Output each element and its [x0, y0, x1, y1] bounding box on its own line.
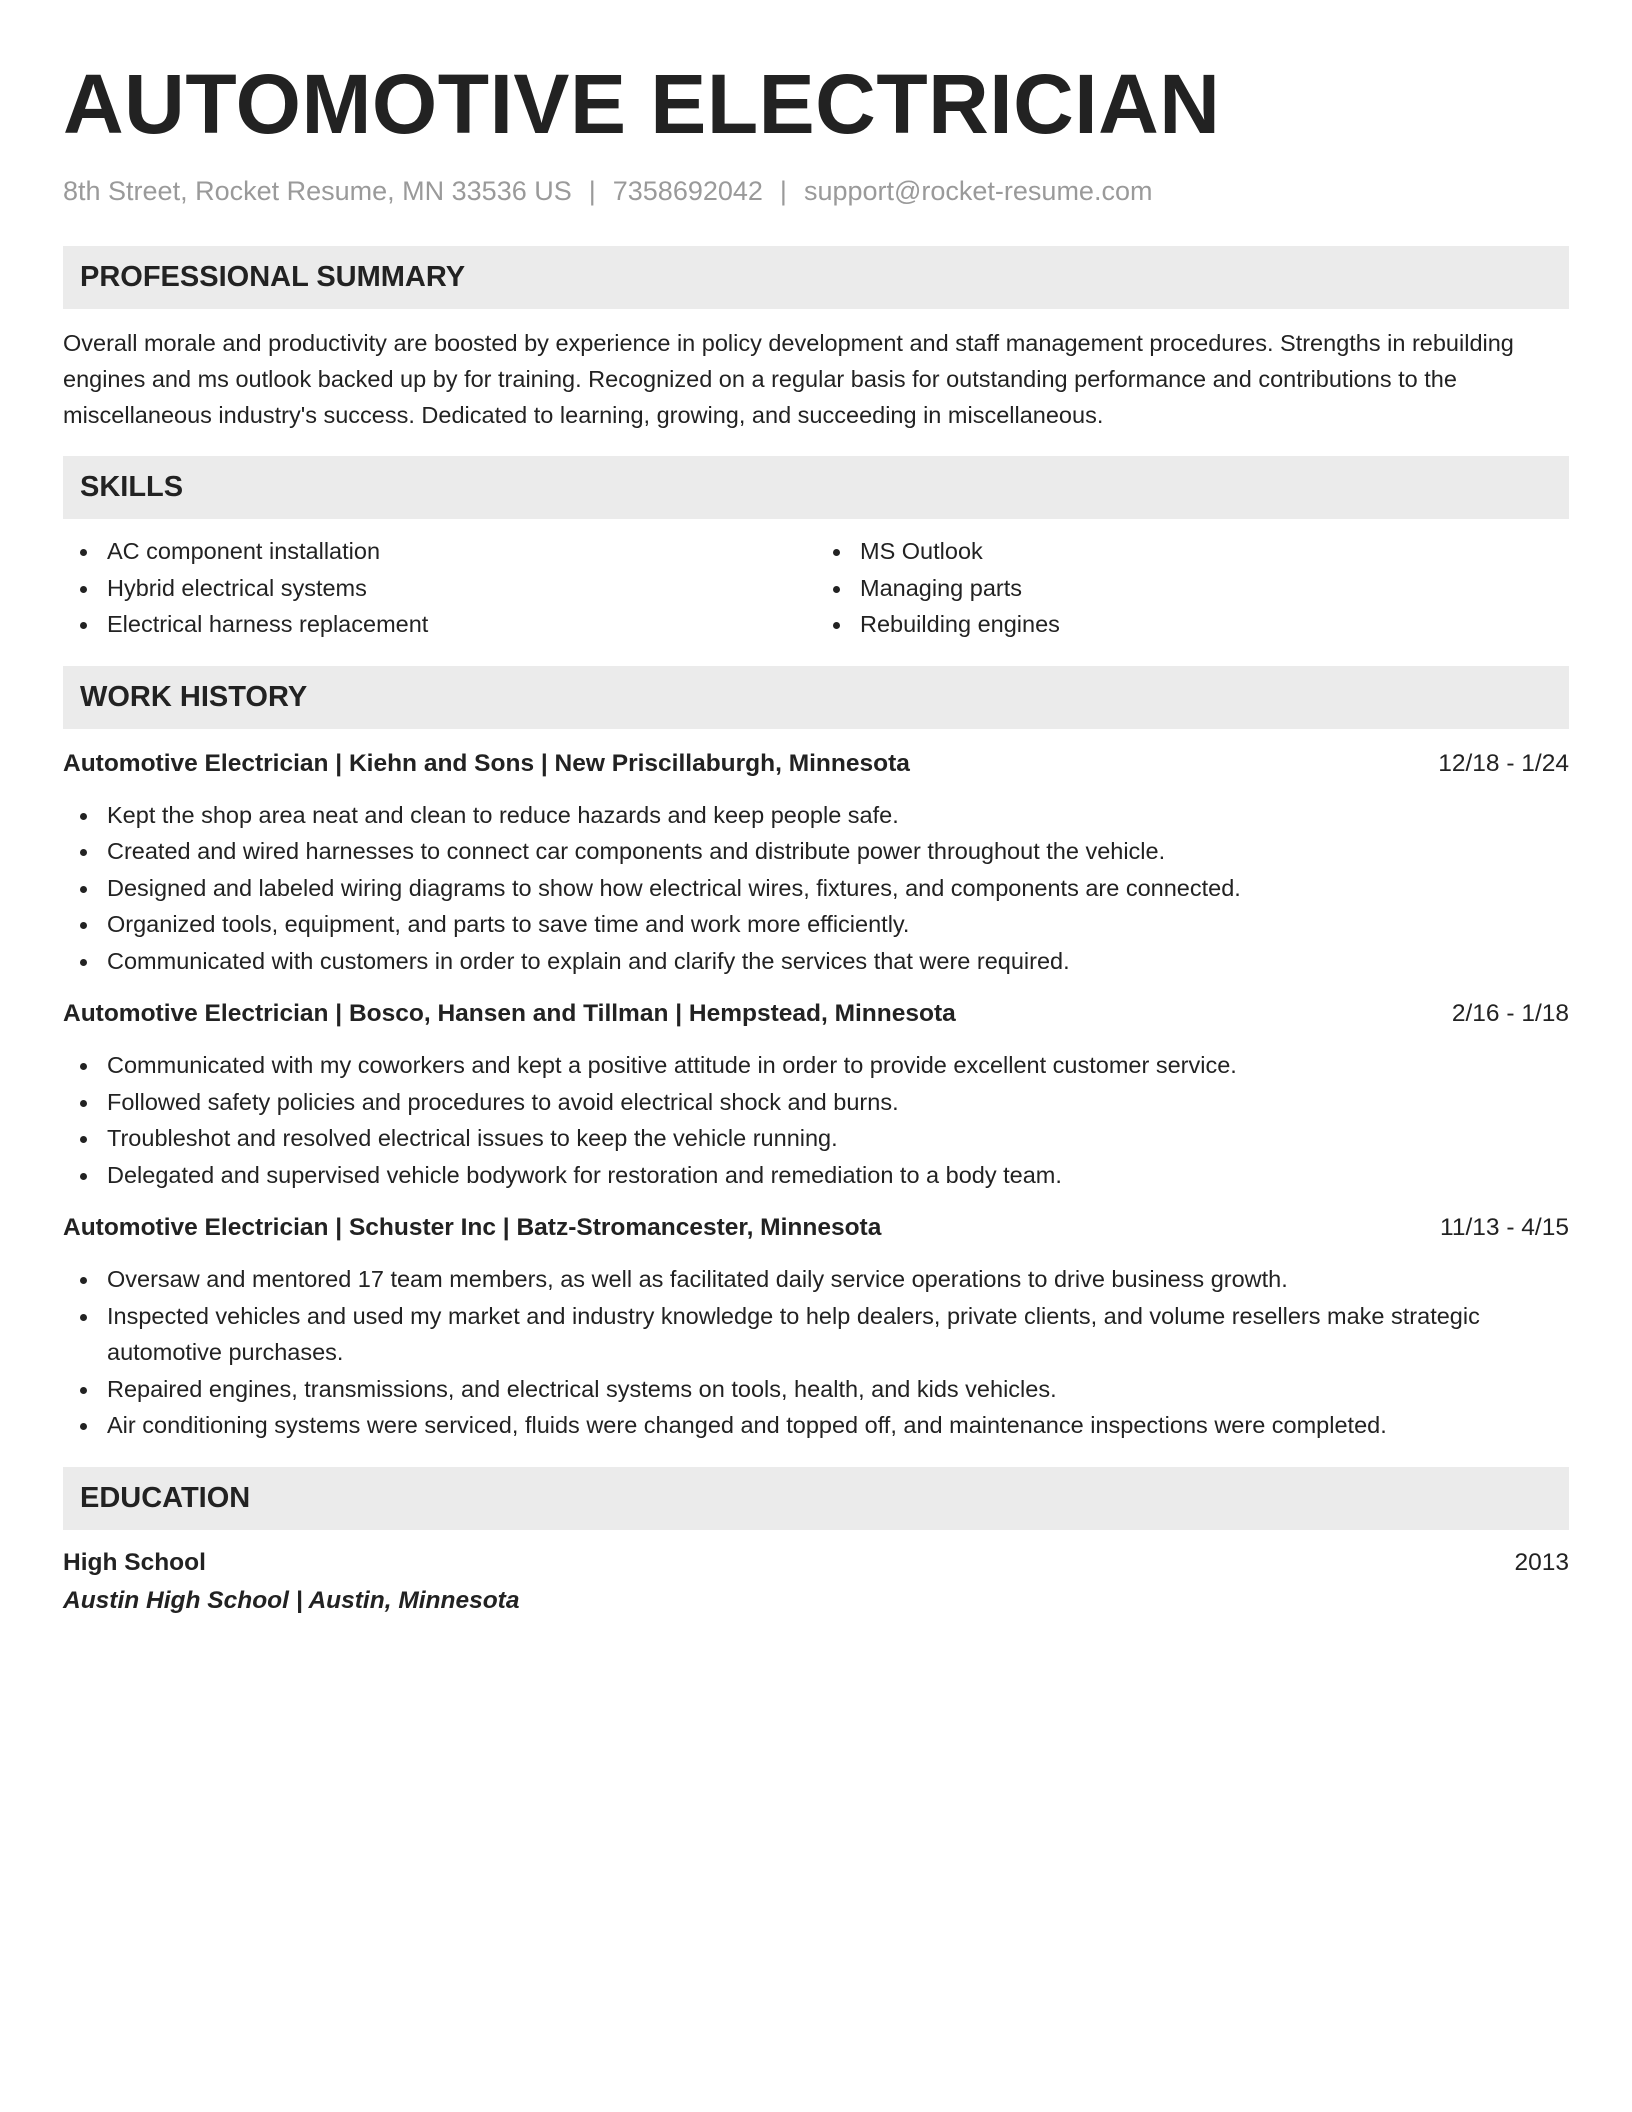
job-bullet: Organized tools, equipment, and parts to save time and work more efficiently. [63, 906, 1569, 943]
education-school: Austin High School | Austin, Minnesota [63, 1586, 520, 1614]
summary-heading: PROFESSIONAL SUMMARY [63, 246, 1569, 309]
job-bullet: Kept the shop area neat and clean to reduce hazards and keep people safe. [63, 797, 1569, 834]
job-entry [63, 997, 1569, 1193]
job-bullet: Designed and labeled wiring diagrams to show how electrical wires, fixtures, and components are connected. [63, 870, 1569, 907]
education-year: 2013 [1514, 1548, 1569, 1576]
skill-item: Managing parts [816, 570, 1569, 607]
skill-item: Hybrid electrical systems [63, 570, 816, 607]
job-entry [63, 747, 1569, 980]
skills-column-right [816, 533, 1569, 643]
skills-column-left [63, 533, 816, 643]
job-bullet: Communicated with customers in order to explain and clarify the services that were required. [63, 943, 1569, 980]
contact-address: 8th Street, Rocket Resume, MN 33536 US [63, 176, 572, 206]
job-bullets [63, 1047, 1569, 1193]
skill-item: Rebuilding engines [816, 606, 1569, 643]
skill-item: MS Outlook [816, 533, 1569, 570]
contact-phone: 7358692042 [612, 176, 763, 206]
contact-email: support@rocket-resume.com [803, 176, 1153, 206]
job-title: Automotive Electrician | Kiehn and Sons | New Priscillaburgh, Minnesota [63, 749, 910, 777]
job-bullets [63, 1261, 1569, 1444]
skills-heading: SKILLS [63, 456, 1569, 519]
job-bullet: Delegated and supervised vehicle bodywork for restoration and remediation to a body team. [63, 1157, 1569, 1194]
job-bullet: Oversaw and mentored 17 team members, as well as facilitated daily service operations to drive business growth. [63, 1261, 1569, 1298]
job-bullets [63, 797, 1569, 980]
job-dates: 12/18 - 1/24 [1438, 749, 1569, 777]
work-history-heading: WORK HISTORY [63, 666, 1569, 729]
job-dates: 2/16 - 1/18 [1451, 1000, 1569, 1027]
job-bullet: Air conditioning systems were serviced, fluids were changed and topped off, and maintenance inspections were completed. [63, 1407, 1569, 1444]
skills-list [63, 533, 1569, 643]
job-bullet: Troubleshot and resolved electrical issues to keep the vehicle running. [63, 1120, 1569, 1157]
skill-item: AC component installation [63, 533, 816, 570]
skill-item: Electrical harness replacement [63, 606, 816, 643]
candidate-name: AUTOMOTIVE ELECTRICIAN [63, 57, 1221, 151]
contact-line [63, 174, 1569, 208]
job-bullet: Created and wired harnesses to connect car components and distribute power throughout the vehicle. [63, 833, 1569, 870]
education-heading: EDUCATION [63, 1467, 1569, 1530]
job-bullet: Inspected vehicles and used my market and industry knowledge to help dealers, private clients, and volume resellers make strategic automotive purchases. [63, 1298, 1569, 1371]
job-header [63, 747, 1569, 781]
job-title: Automotive Electrician | Schuster Inc | Batz-Stromancester, Minnesota [63, 1214, 882, 1241]
job-header [63, 1211, 1569, 1245]
job-bullet: Repaired engines, transmissions, and electrical systems on tools, health, and kids vehicles. [63, 1371, 1569, 1408]
job-entry [63, 1211, 1569, 1444]
job-header [63, 997, 1569, 1031]
job-bullet: Followed safety policies and procedures to avoid electrical shock and burns. [63, 1084, 1569, 1121]
summary-text: Overall morale and productivity are boosted by experience in policy development and staff management procedures. Strengths in rebuilding engines and ms outlook backed up by for training. Recognized on a regular basis for outstanding performance and contributions to the miscellaneous industry's success. Dedicated to learning, growing, and succeeding in miscellaneous. [63, 330, 1514, 428]
job-title: Automotive Electrician | Bosco, Hansen and Tillman | Hempstead, Minnesota [63, 1000, 956, 1027]
job-bullet: Communicated with my coworkers and kept a positive attitude in order to provide excellent customer service. [63, 1047, 1569, 1084]
education-header [63, 1546, 1569, 1580]
contact-separator: | [588, 176, 596, 206]
job-dates: 11/13 - 4/15 [1440, 1214, 1569, 1241]
contact-separator: | [779, 176, 787, 206]
education-degree: High School [63, 1548, 206, 1576]
